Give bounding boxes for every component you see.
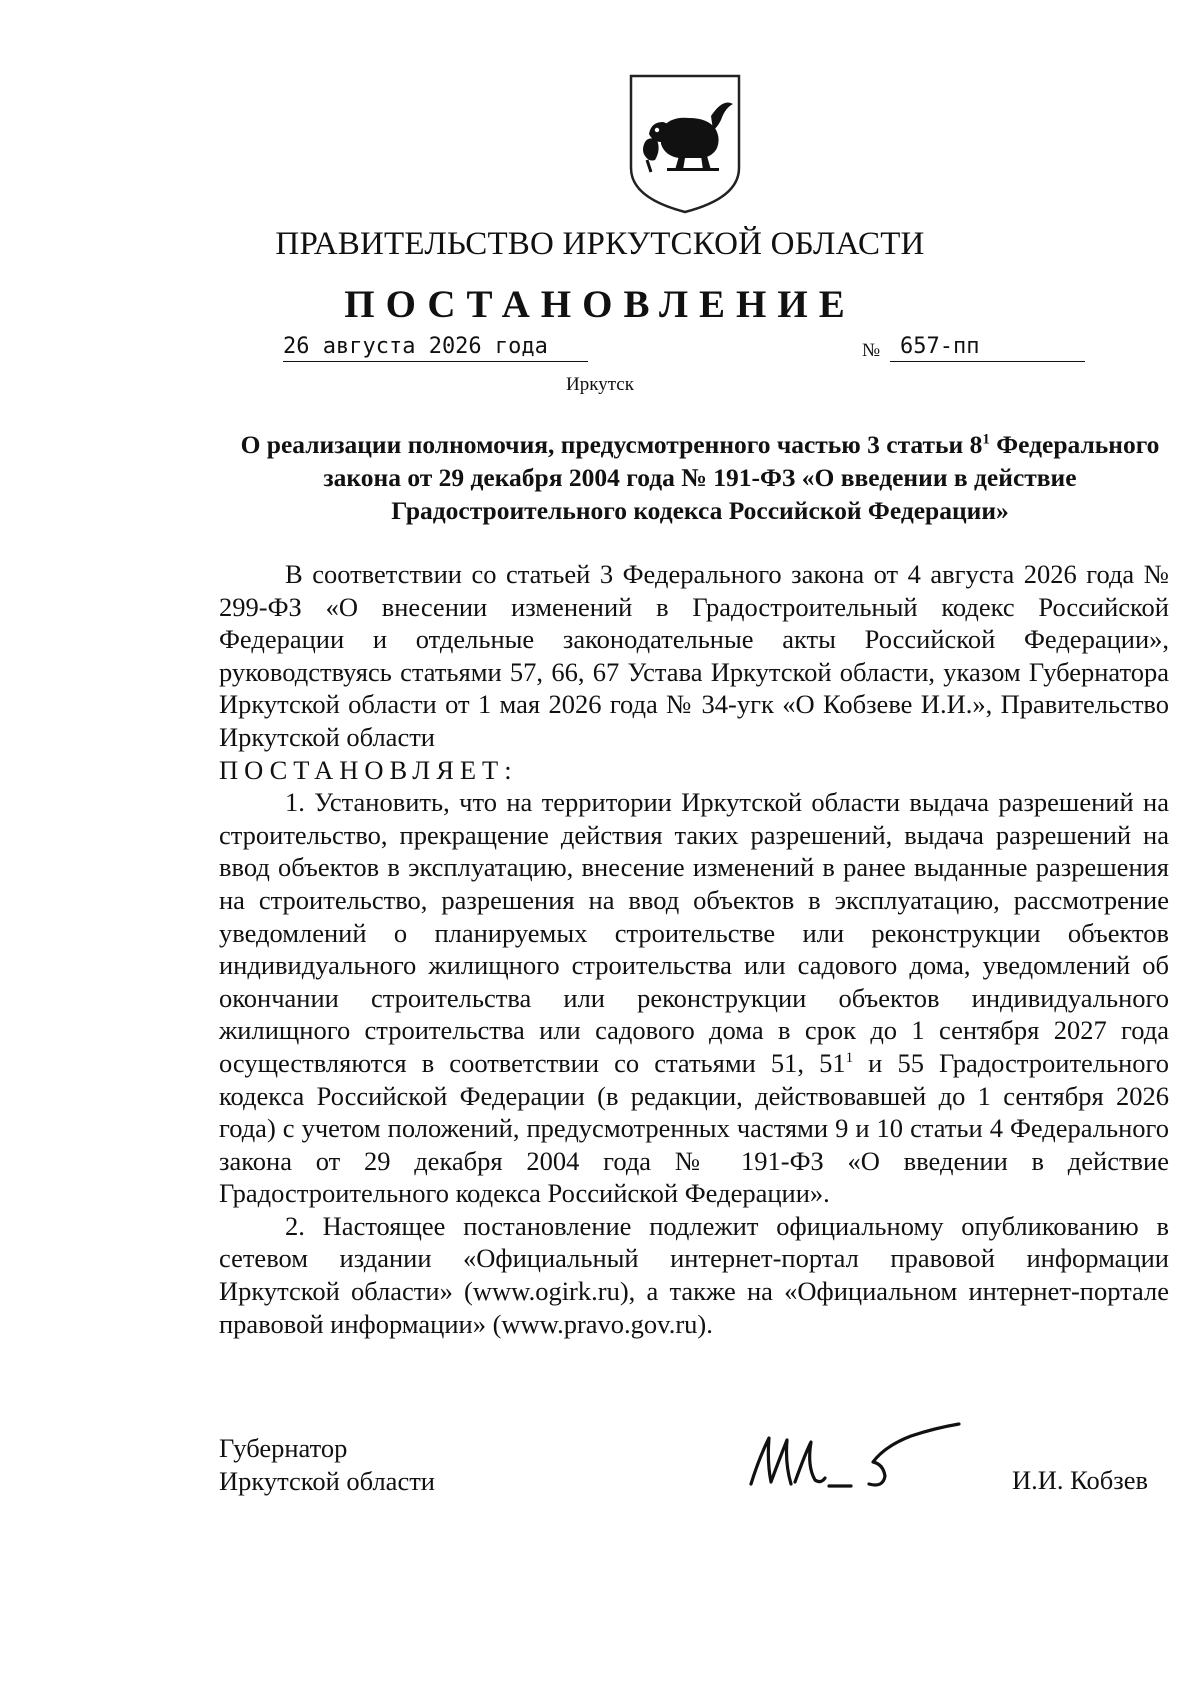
city-name: Иркутск (566, 374, 634, 395)
document-date: 26 августа 2026 года (283, 334, 588, 362)
document-subject (220, 428, 1180, 527)
document-number: 657-пп (890, 334, 1085, 362)
preamble-paragraph: В соответствии со статьей 3 Федерального закона от 4 августа 2026 года № 299-ФЗ «О внесении изменений в Градостроительный кодекс Российской Федерации и отдельные законодательные акты Российской Федерации», руководствуясь статьями 57, 66, 67 Устава Иркутской области, указом Губернатора Иркутской области от 1 мая 2026 года № 34-угк «О Кобзеве И.И.», Правительство Иркутской области (219, 559, 1169, 752)
document-body (219, 558, 1169, 1340)
signer-name: И.И. Кобзев (1012, 1465, 1148, 1495)
subject-text-rest: Федерального закона от 29 декабря 2004 года № 191-ФЗ «О введении в действие Градостроительного кодекса Российской Федерации» (323, 430, 1160, 525)
subject-superscript: 1 (982, 431, 990, 448)
signer-position-line-1: Губернатор (219, 1433, 348, 1463)
item-1-paragraph (219, 786, 1169, 1210)
number-sign: № (862, 340, 881, 361)
subject-text: О реализации полномочия, предусмотренного частью 3 статьи 8 (240, 430, 983, 459)
government-title: ПРАВИТЕЛЬСТВО ИРКУТСКОЙ ОБЛАСТИ (275, 226, 925, 262)
signer-position (219, 1432, 435, 1498)
signer-position-line-2: Иркутской области (219, 1466, 435, 1496)
handwritten-signature (745, 1418, 970, 1494)
item-1-text-rest: и 55 Градостроительного кодекса Российской Федерации (в редакции, действовавшей до 1 сентября 2026 года) с учетом положений, предусмотренных частями 9 и 10 статьи 4 Федерального закона от 29 декабря 2004 года № 191-ФЗ «О введении в действие Градостроительного кодекса Российской Федерации». (219, 1047, 1169, 1209)
item-1-superscript: 1 (845, 1050, 854, 1067)
item-1-text: 1. Установить, что на территории Иркутской области выдача разрешений на строительство, прекращение действия таких разрешений, выдача разрешений на ввод объектов в эксплуатацию, внесение изменений в ранее выданные разрешения на строительство, разрешения на ввод объектов в эксплуатацию, рассмотрение уведомлений о планируемых строительстве или реконструкции объектов индивидуального жилищного строительства или садового дома, уведомлений об окончании строительства или реконструкции объектов индивидуального жилищного строительства или садового дома в срок до 1 сентября 2027 года осуществляются в соответствии со статьями 51, 51 (219, 787, 1169, 1078)
decides-heading: ПОСТАНОВЛЯЕТ: (219, 754, 518, 785)
item-2-paragraph: 2. Настоящее постановление подлежит официальному опубликованию в сетевом издании «Официальный интернет-портал правовой информации Иркутской области» (www.ogirk.ru), а также на «Официальном интернет-портале правовой информации» (www.pravo.gov.ru). (219, 1210, 1169, 1339)
irkutsk-coat-of-arms-icon (627, 72, 743, 216)
document-type-heading: ПОСТАНОВЛЕНИЕ (344, 283, 856, 326)
